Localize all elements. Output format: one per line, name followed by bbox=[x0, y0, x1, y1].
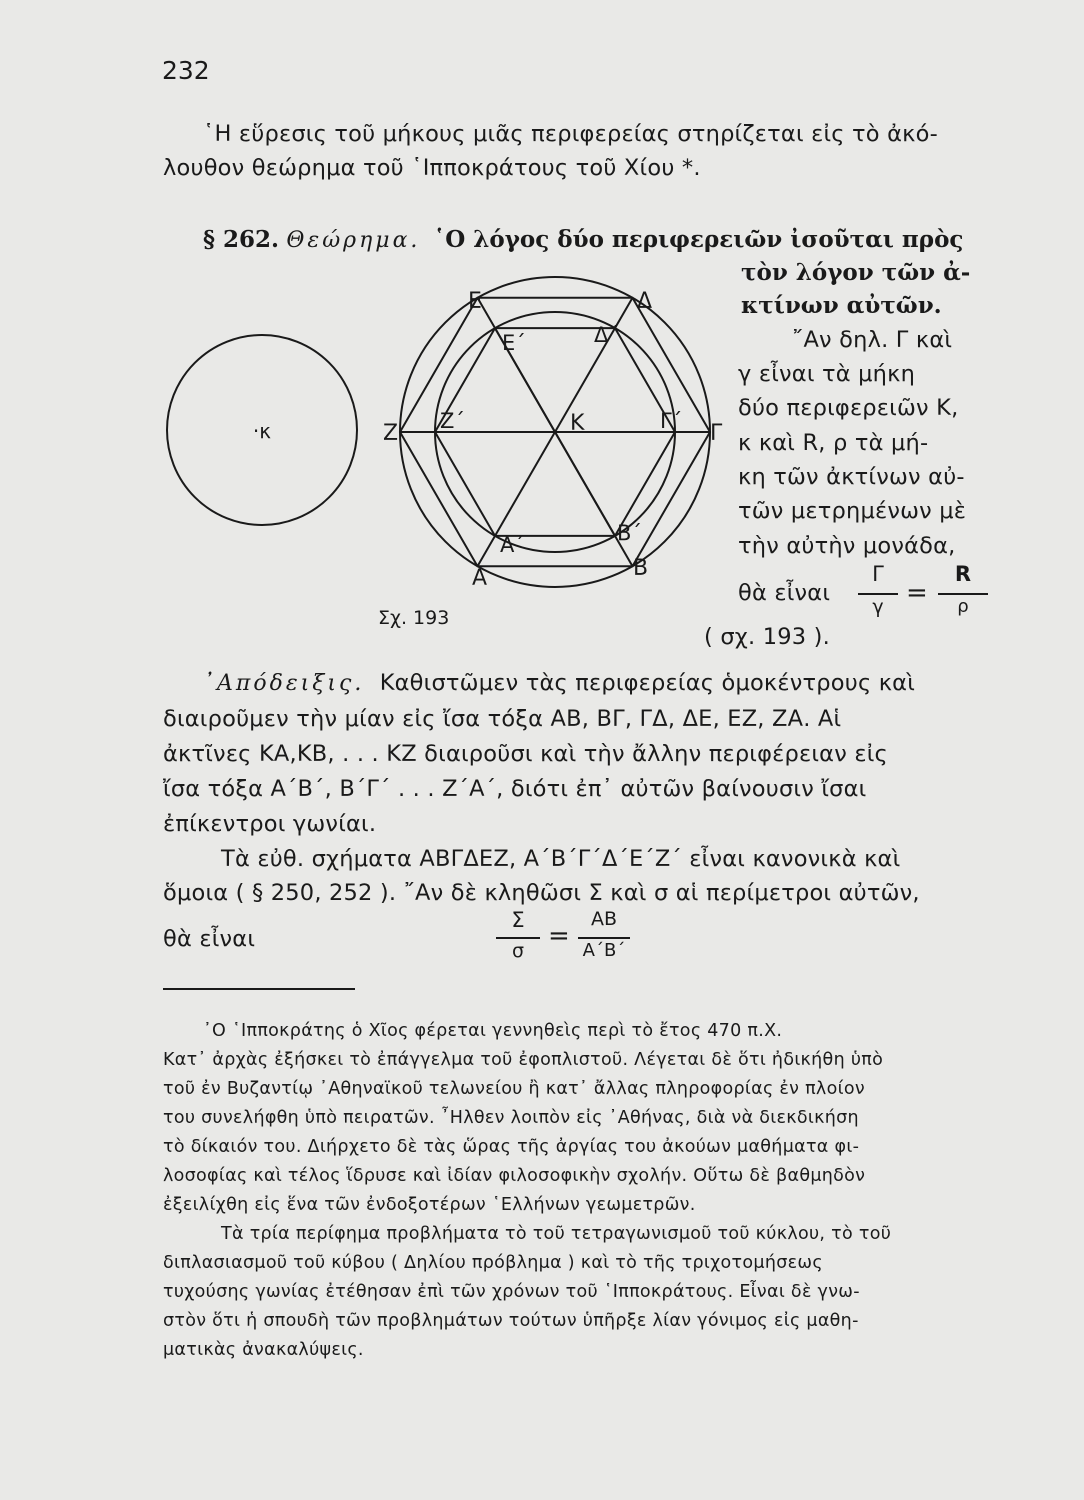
fraction-left bbox=[858, 562, 898, 622]
footnote-1-line-5: τὸ δίκαιόν του. Διήρχετο δὲ τὰς ὥρας τῆς ἀργίας του ἀκούων μαθήματα φι- bbox=[163, 1137, 860, 1157]
proof-line-3: ἀκτῖνες ΚΑ,ΚΒ, . . . ΚΖ διαιροῦσι καὶ τὴν ἄλλην περιφέρειαν εἰς bbox=[163, 741, 888, 767]
footnote-1-line-2: Κατ᾿ ἀρχὰς ἐξήσκει τὸ ἐπάγγελμα τοῦ ἐφοπλιστοῦ. Λέγεται δὲ ὅτι ἠδικήθη ὑπὸ bbox=[163, 1050, 884, 1070]
footnote-1-line-3: τοῦ ἐν Βυζαντίῳ ᾿Αθηναϊκοῦ τελωνείου ἢ κατ᾿ ἄλλας πληροφορίας ἐν πλοίον bbox=[163, 1079, 865, 1099]
fraction-denominator: γ bbox=[872, 596, 884, 618]
figure-reference: ( σχ. 193 ). bbox=[704, 624, 830, 650]
label-E-prime: Ε΄ bbox=[502, 331, 526, 355]
side-line-3: δύο περιφερειῶν Κ, bbox=[738, 395, 959, 421]
label-B-prime: Β΄ bbox=[617, 521, 642, 545]
proof-line-5: ἐπίκεντροι γωνίαι. bbox=[163, 811, 377, 837]
figure-caption: Σχ. 193 bbox=[378, 607, 450, 629]
side-line-7: τὴν αὐτὴν μονάδα, bbox=[738, 533, 956, 559]
label-Z-prime: Ζ΄ bbox=[440, 409, 465, 433]
footnote-2-line-2: διπλασιασμοῦ τοῦ κύβου ( Δηλίου πρόβλημα ) καὶ τὸ τῆς τριχοτομήσεως bbox=[163, 1253, 823, 1273]
label-G-prime: Γ΄ bbox=[660, 409, 683, 433]
label-E: Ε bbox=[468, 289, 482, 314]
label-A-prime: Α΄ bbox=[500, 533, 525, 557]
footnote-2-line-4: στὸν ὅτι ἡ σπουδὴ τῶν προβλημάτων τούτων ὑπῆρξε λίαν γόνιμος εἰς μαθη- bbox=[163, 1311, 859, 1331]
fraction-sigma bbox=[496, 908, 540, 966]
fraction-numerator: ΑΒ bbox=[590, 908, 618, 930]
fraction-bar bbox=[858, 593, 898, 595]
label-Z: Ζ bbox=[383, 421, 399, 446]
footnote-rule bbox=[163, 988, 355, 990]
footnote-1-line-4: του συνελήφθη ὑπὸ πειρατῶν. ῏Ηλθεν λοιπὸν εἰς ᾿Αθήνας, διὰ νὰ διεκδικήση bbox=[163, 1108, 859, 1128]
footnote-1-line-7: ἐξειλίχθη εἰς ἕνα τῶν ἐνδοξοτέρων ῾Ελλήνων γεωμετρῶν. bbox=[163, 1195, 696, 1215]
proof-para2-line-1: Τὰ εὐθ. σχήματα ΑΒΓΔΕΖ, Α΄Β΄Γ΄Δ΄Ε΄Ζ΄ εἶναι κανονικὰ καὶ bbox=[221, 846, 901, 872]
label-K: Κ bbox=[570, 411, 585, 436]
theorem-statement-3: κτίνων αὐτῶν. bbox=[741, 292, 942, 319]
fraction-denominator: Α΄Β΄ bbox=[582, 940, 626, 961]
proof-line-2: διαιροῦμεν τὴν μίαν εἰς ἴσα τόξα ΑΒ, ΒΓ, ΓΔ, ΔΕ, ΕΖ, ΖΑ. Αἱ bbox=[163, 706, 842, 732]
label-D: Δ bbox=[637, 289, 653, 314]
footnote-1-line-6: λοσοφίας καὶ τέλος ἵδρυσε καὶ ἰδίαν φιλοσοφικὴν σχολήν. Οὕτω δὲ βαθμηδὸν bbox=[163, 1166, 866, 1186]
footnote-2-line-1: Τὰ τρία περίφημα προβλήματα τὸ τοῦ τετραγωνισμοῦ τοῦ κύκλου, τὸ τοῦ bbox=[221, 1224, 892, 1244]
fraction-ab bbox=[578, 908, 630, 966]
proof-label: ᾿Απόδειξις. bbox=[203, 671, 365, 696]
fraction-numerator: Γ bbox=[872, 562, 884, 586]
label-A: Α bbox=[472, 566, 488, 591]
fraction-bar bbox=[578, 937, 630, 939]
fraction-denominator: ρ bbox=[957, 596, 969, 617]
theorem-heading bbox=[203, 226, 963, 253]
fraction-bar bbox=[938, 593, 988, 595]
proof-equation-prefix: θὰ εἶναι bbox=[163, 926, 256, 952]
theorem-label: Θεώρημα. bbox=[286, 228, 421, 253]
intro-line-2: λουθον θεώρημα τοῦ ῾Ιπποκράτους τοῦ Χίου *. bbox=[163, 155, 701, 181]
footnote-2-line-3: τυχούσης γωνίας ἐτέθησαν ἐπὶ τῶν χρόνων τοῦ ῾Ιπποκράτους. Εἶναι δὲ γνω- bbox=[163, 1282, 860, 1302]
label-B: Β bbox=[633, 556, 649, 581]
theorem-statement-1: ῾Ο λόγος δύο περιφερειῶν ἰσοῦται πρὸς bbox=[433, 226, 964, 253]
equals-sign: = bbox=[906, 578, 928, 608]
section-number: § 262. bbox=[203, 226, 280, 253]
equation-prefix: θὰ εἶναι bbox=[738, 580, 831, 606]
footnote-1-line-1: ᾿Ο ῾Ιπποκράτης ὁ Χῖος φέρεται γεννηθεὶς περὶ τὸ ἔτος 470 π.Χ. bbox=[203, 1021, 783, 1041]
proof-para2-line-2: ὅμοια ( § 250, 252 ). ῎Αν δὲ κληθῶσι Σ καὶ σ αἱ περίμετροι αὐτῶν, bbox=[163, 880, 920, 906]
label-G: Γ bbox=[710, 421, 723, 446]
intro-line-1: ῾Η εὕρεσις τοῦ μήκους μιᾶς περιφερείας στηρίζεται εἰς τὸ ἀκό- bbox=[203, 121, 938, 147]
side-line-1: ῎Αν δηλ. Γ καὶ bbox=[792, 327, 953, 353]
label-D-prime: Δ΄ bbox=[594, 323, 619, 347]
side-line-6: τῶν μετρημένων μὲ bbox=[738, 498, 967, 524]
proof-line-4: ἴσα τόξα Α΄Β΄, Β΄Γ΄ . . . Ζ΄Α΄, διότι ἐπ᾿ αὐτῶν βαίνουσιν ἴσαι bbox=[163, 776, 867, 802]
side-line-2: γ εἶναι τὰ μήκη bbox=[738, 361, 916, 387]
fraction-bar bbox=[496, 937, 540, 939]
figure-193 bbox=[150, 270, 740, 640]
page-number: 232 bbox=[162, 56, 210, 85]
fraction-numerator: Σ bbox=[511, 908, 525, 932]
fraction-right bbox=[938, 562, 988, 622]
fraction-denominator: σ bbox=[511, 940, 525, 962]
footnote-2-line-5: ματικὰς ἀνακαλύψεις. bbox=[163, 1340, 364, 1360]
proof-line-1 bbox=[203, 670, 915, 696]
proof-text: Καθιστῶμεν τὰς περιφερείας ὁμοκέντρους καὶ bbox=[379, 670, 916, 696]
fraction-numerator: R bbox=[954, 562, 972, 586]
small-circle-center-label: ·κ bbox=[252, 419, 272, 443]
theorem-statement-2: τὸν λόγον τῶν ἀ- bbox=[741, 259, 971, 286]
equals-sign: = bbox=[548, 921, 570, 951]
side-line-5: κη τῶν ἀκτίνων αὐ- bbox=[738, 464, 965, 490]
side-line-4: κ καὶ R, ρ τὰ μή- bbox=[738, 430, 929, 456]
